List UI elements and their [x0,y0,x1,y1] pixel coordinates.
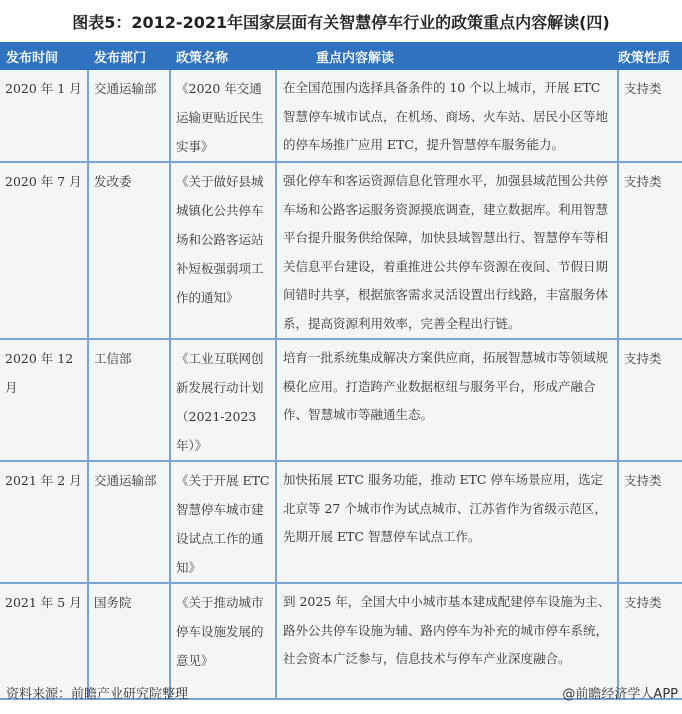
brand-credit: @前瞻经济学人APP [562,687,678,702]
cell-type: 支持类 [618,461,682,583]
cell-policy: 《工业互联网创新发展行动计划（2021-2023 年）》 [170,339,276,461]
header-content: 重点内容解读 [276,42,618,70]
table-row [0,162,682,339]
table-row [0,70,682,162]
cell-type: 支持类 [618,339,682,461]
cell-policy: 《2020 年交通运输更贴近民生实事》 [170,70,276,162]
cell-date: 2020 年 12 月 [0,339,88,461]
footer [6,683,678,702]
header-dept: 发布部门 [88,42,170,70]
cell-type: 支持类 [618,70,682,162]
cell-policy: 《关于推动城市停车设施发展的意见》 [170,583,276,699]
cell-dept: 交通运输部 [88,461,170,583]
cell-content: 在全国范围内选择具备条件的 10 个以上城市，开展 ETC 智慧停车城市试点，在机场、商场、火车站、居民小区等地的停车场推广应用 ETC，提升智慧停车服务能力。 [276,70,618,162]
cell-content: 加快拓展 ETC 服务功能，推动 ETC 停车场景应用，选定北京等 27 个城市作为试点城市、江苏省作为省级示范区，先期开展 ETC 智慧停车试点工作。 [276,461,618,583]
cell-type: 支持类 [618,583,682,699]
cell-policy: 《关于做好县城城镇化公共停车场和公路客运站补短板强弱项工作的通知》 [170,162,276,339]
cell-dept: 工信部 [88,339,170,461]
policy-table [0,42,682,700]
cell-type: 支持类 [618,162,682,339]
table-row [0,461,682,583]
cell-date: 2020 年 7 月 [0,162,88,339]
cell-date: 2021 年 2 月 [0,461,88,583]
table-row [0,339,682,461]
header-policy: 政策名称 [170,42,276,70]
cell-date: 2021 年 5 月 [0,583,88,699]
cell-dept: 发改委 [88,162,170,339]
cell-date: 2020 年 1 月 [0,70,88,162]
table-header [0,42,682,70]
cell-dept: 交通运输部 [88,70,170,162]
header-date: 发布时间 [0,42,88,70]
cell-content: 到 2025 年，全国大中小城市基本建成配建停车设施为主、路外公共停车设施为辅、路内停车为补充的城市停车系统，社会资本广泛参与，信息技术与停车产业深度融合。 [276,583,618,699]
cell-dept: 国务院 [88,583,170,699]
header-type: 政策性质 [618,42,682,70]
source-note: 资料来源：前瞻产业研究院整理 [6,687,189,702]
cell-policy: 《关于开展 ETC 智慧停车城市建设试点工作的通知》 [170,461,276,583]
page-title: 图表5：2012-2021年国家层面有关智慧停车行业的政策重点内容解读(四) [72,13,610,32]
cell-content: 强化停车和客运资源信息化管理水平，加强县域范围公共停车场和公路客运服务资源摸底调查，建立数据库。利用智慧平台提升服务供给保障，加快县域智慧出行、智慧停车等相关信息平台建设，着重推进公共停车资源在夜间、节假日期间错时共享，根据旅客需求灵活设置出行线路，丰富服务体系，提高资源利用效率，完善全程出行链。 [276,162,618,339]
table-row [0,583,682,699]
cell-content: 培育一批系统集成解决方案供应商，拓展智慧城市等领域规模化应用。打造跨产业数据枢纽与服务平台，形成产融合作、智慧城市等融通生态。 [276,339,618,461]
